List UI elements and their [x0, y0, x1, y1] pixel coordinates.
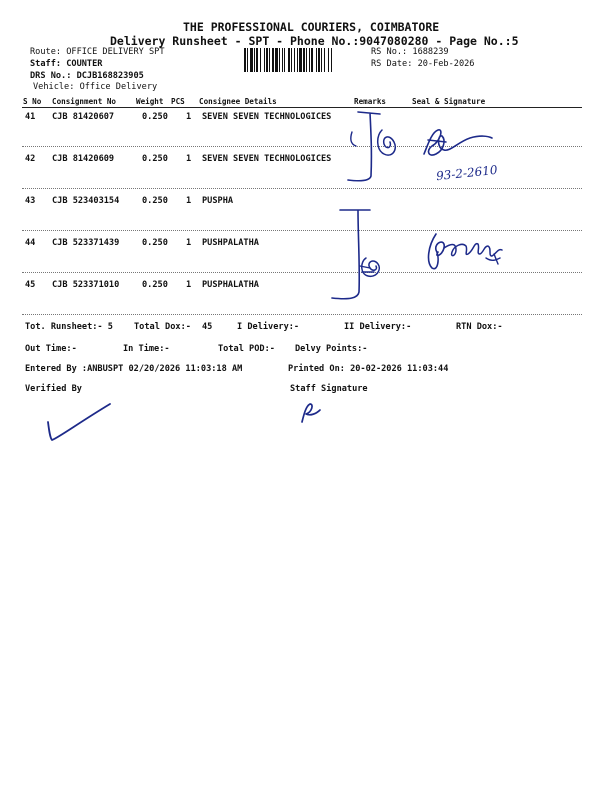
verified-by-label: Verified By: [25, 384, 82, 394]
cell-consignment: CJB 523403154: [52, 196, 120, 206]
cell-weight: 0.250: [142, 280, 168, 290]
cell-weight: 0.250: [142, 238, 168, 248]
barcode-image: [244, 48, 366, 72]
barcode-bar: [303, 48, 305, 72]
handwritten-note: 93-2-2610: [435, 162, 499, 184]
barcode-bar: [256, 48, 258, 72]
runsheet-title: Delivery Runsheet - SPT - Phone No.:9047080280 - Page No.:5: [110, 34, 519, 48]
entered-by: Entered By :ANBUSPT 02/20/2026 11:03:18 AM: [25, 364, 243, 374]
barcode-bar: [294, 48, 295, 72]
barcode-bar: [311, 48, 313, 72]
vehicle-label: Vehicle: Office Delivery: [33, 82, 158, 92]
col-pcs: PCS: [171, 97, 185, 106]
header-rule: [22, 107, 582, 108]
cell-consignee: SEVEN SEVEN TECHNOLOGICES: [202, 154, 332, 164]
cell-weight: 0.250: [142, 112, 168, 122]
remarks-signature-1: [340, 108, 400, 188]
cell-pcs: 1: [186, 154, 192, 164]
i-delivery: I Delivery:-: [237, 322, 300, 332]
delvy-points: Delvy Points:-: [295, 344, 368, 354]
remarks-signature-2: [330, 206, 400, 306]
col-sno: S No: [23, 97, 42, 106]
cell-consignee: SEVEN SEVEN TECHNOLOGICES: [202, 112, 332, 122]
barcode-bar: [321, 48, 322, 72]
cell-sno: 42: [25, 154, 36, 164]
cell-consignment: CJB 81420609: [52, 154, 115, 164]
row-divider: [22, 314, 582, 315]
barcode-bar: [324, 48, 325, 72]
barcode-bar: [272, 48, 274, 72]
seal-signature-2: [422, 228, 522, 278]
rtn-dox: RTN Dox:-: [456, 322, 503, 332]
rs-number: RS No.: 1688239: [371, 47, 449, 57]
barcode-bar: [264, 48, 265, 72]
barcode-bar: [254, 48, 255, 72]
barcode-bar: [291, 48, 292, 72]
route-label: Route: OFFICE DELIVERY SPT: [30, 47, 165, 57]
cell-consignee: PUSPHA: [202, 196, 234, 206]
cell-pcs: 1: [186, 196, 192, 206]
barcode-bar: [306, 48, 307, 72]
printed-on: Printed On: 20-02-2026 11:03:44: [288, 364, 449, 374]
cell-sno: 44: [25, 238, 36, 248]
col-weight: Weight: [136, 97, 164, 106]
cell-sno: 41: [25, 112, 36, 122]
barcode-bar: [266, 48, 268, 72]
cell-consignment: CJB 81420607: [52, 112, 115, 122]
barcode-bar: [275, 48, 278, 72]
cell-weight: 0.250: [142, 196, 168, 206]
col-consignment: Consignment No: [52, 97, 117, 106]
barcode-bar: [269, 48, 270, 72]
staff-signature-label: Staff Signature: [290, 384, 368, 394]
cell-sno: 45: [25, 280, 36, 290]
col-seal-signature: Seal & Signature: [412, 97, 486, 106]
cell-consignee: PUSPHALATHA: [202, 280, 259, 290]
in-time: In Time:-: [123, 344, 170, 354]
tot-runsheet: Tot. Runsheet:- 5: [25, 322, 113, 332]
cell-consignment: CJB 523371010: [52, 280, 120, 290]
barcode-bar: [316, 48, 317, 72]
seal-signature-1: [418, 124, 508, 164]
barcode-bar: [247, 48, 248, 72]
barcode-bar: [288, 48, 290, 72]
barcode-bar: [318, 48, 320, 72]
barcode-bar: [331, 48, 332, 72]
row-divider: [22, 188, 582, 189]
cell-weight: 0.250: [142, 154, 168, 164]
col-consignee: Consignee Details: [199, 97, 277, 106]
company-title: THE PROFESSIONAL COURIERS, COIMBATORE: [183, 20, 440, 34]
out-time: Out Time:-: [25, 344, 77, 354]
barcode-bar: [297, 48, 298, 72]
cell-pcs: 1: [186, 238, 192, 248]
barcode-bar: [299, 48, 302, 72]
total-dox-label: Total Dox:-: [134, 322, 191, 332]
staff-signature-mark: [296, 398, 336, 428]
cell-sno: 43: [25, 196, 36, 206]
rs-date: RS Date: 20-Feb-2026: [371, 59, 475, 69]
barcode-bar: [282, 48, 283, 72]
total-pod: Total POD:-: [218, 344, 275, 354]
barcode-bar: [279, 48, 280, 72]
col-remarks: Remarks: [354, 97, 387, 106]
cell-pcs: 1: [186, 112, 192, 122]
verified-by-signature: [40, 400, 130, 450]
barcode-bar: [309, 48, 310, 72]
cell-pcs: 1: [186, 280, 192, 290]
staff-label: Staff: COUNTER: [30, 59, 103, 69]
ii-delivery: II Delivery:-: [344, 322, 412, 332]
drs-number: DRS No.: DCJB168823905: [30, 71, 144, 81]
total-dox-value: 45: [202, 322, 213, 332]
cell-consignment: CJB 523371439: [52, 238, 120, 248]
barcode-bar: [284, 48, 285, 72]
cell-consignee: PUSHPALATHA: [202, 238, 259, 248]
barcode-bar: [250, 48, 253, 72]
barcode-bar: [328, 48, 329, 72]
barcode-bar: [244, 48, 246, 72]
barcode-bar: [260, 48, 261, 72]
